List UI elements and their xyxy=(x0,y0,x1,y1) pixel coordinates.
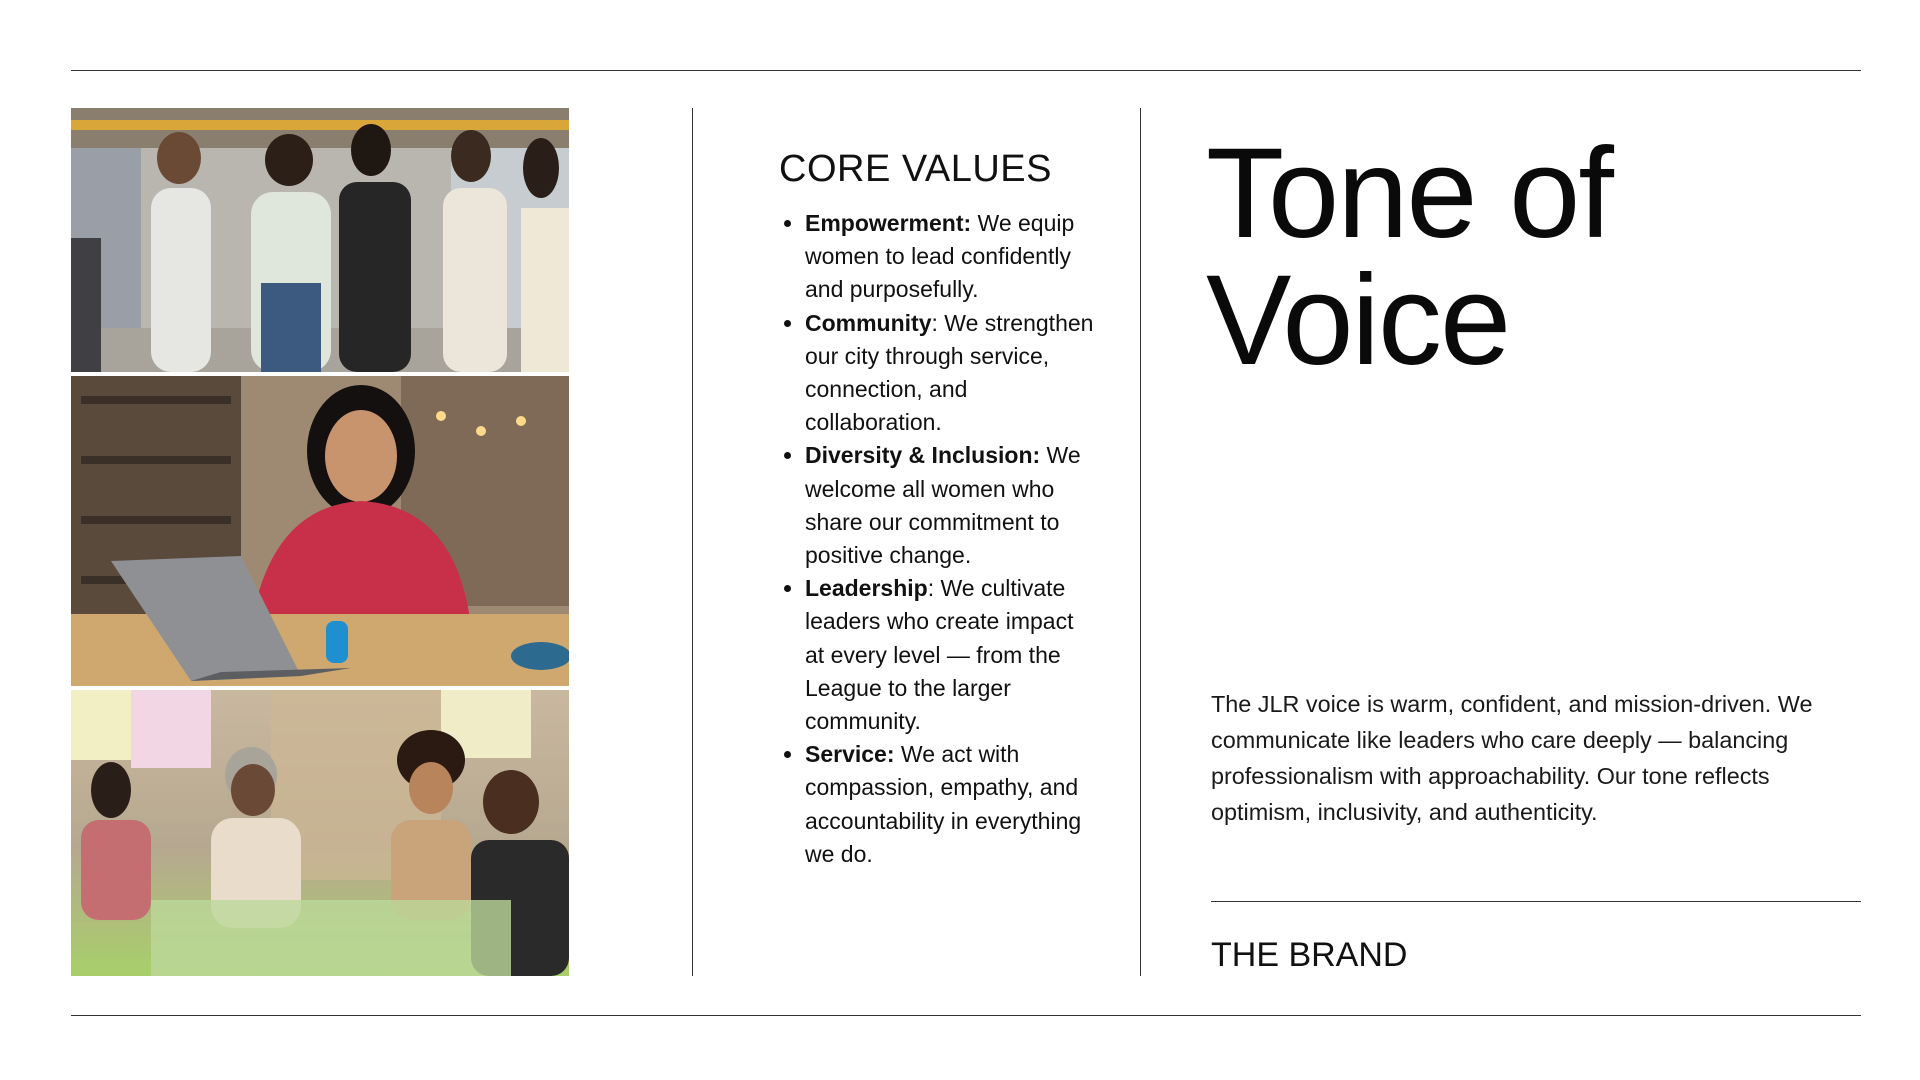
bottom-divider xyxy=(71,1015,1861,1016)
brand-section-label: THE BRAND xyxy=(1211,936,1408,974)
core-value-term: Diversity & Inclusion: xyxy=(805,442,1041,469)
core-values-section xyxy=(779,148,1099,871)
core-values-heading: CORE VALUES xyxy=(779,148,1052,190)
tone-description: The JLR voice is warm, confident, and mission-driven. We communicate like leaders who care deeply — balancing professionalism with approachability. Our tone reflects optimism, inclusivity, and authenticity. xyxy=(1211,691,1813,825)
core-value-item xyxy=(805,738,1099,871)
woman-laptop-cafe-photo xyxy=(71,376,569,686)
core-value-term: Leadership xyxy=(805,575,928,602)
core-value-text: We welcome all women who share our commitment to positive change. xyxy=(805,442,1081,569)
core-value-item xyxy=(805,307,1099,440)
core-values-list xyxy=(779,207,1099,871)
core-value-text: We act with compassion, empathy, and accountability in everything we do. xyxy=(805,741,1082,867)
core-value-item xyxy=(805,572,1099,738)
core-value-text: : We cultivate leaders who create impact at every level — from the League to the larger community. xyxy=(805,575,1074,735)
core-value-text: : We strengthen our city through service, connection, and collaboration. xyxy=(805,309,1094,436)
women-group-office-photo xyxy=(71,108,569,372)
core-value-term: Service: xyxy=(805,741,895,768)
page-title-line-1: Tone of xyxy=(1206,122,1612,265)
page-title xyxy=(1206,122,1612,392)
page-title-line-2: Voice xyxy=(1206,249,1510,392)
top-divider xyxy=(71,70,1861,71)
women-meeting-table-photo xyxy=(71,690,569,976)
core-value-item xyxy=(805,207,1099,307)
brand-divider xyxy=(1211,901,1861,902)
core-value-text: We equip women to lead confidently and purposefully. xyxy=(805,210,1075,303)
core-value-term: Empowerment: xyxy=(805,210,972,236)
core-value-term: Community xyxy=(805,309,932,336)
column-divider-right xyxy=(1140,108,1141,976)
column-divider-left xyxy=(692,108,693,976)
core-value-item xyxy=(805,439,1099,572)
photo-column xyxy=(71,108,569,976)
